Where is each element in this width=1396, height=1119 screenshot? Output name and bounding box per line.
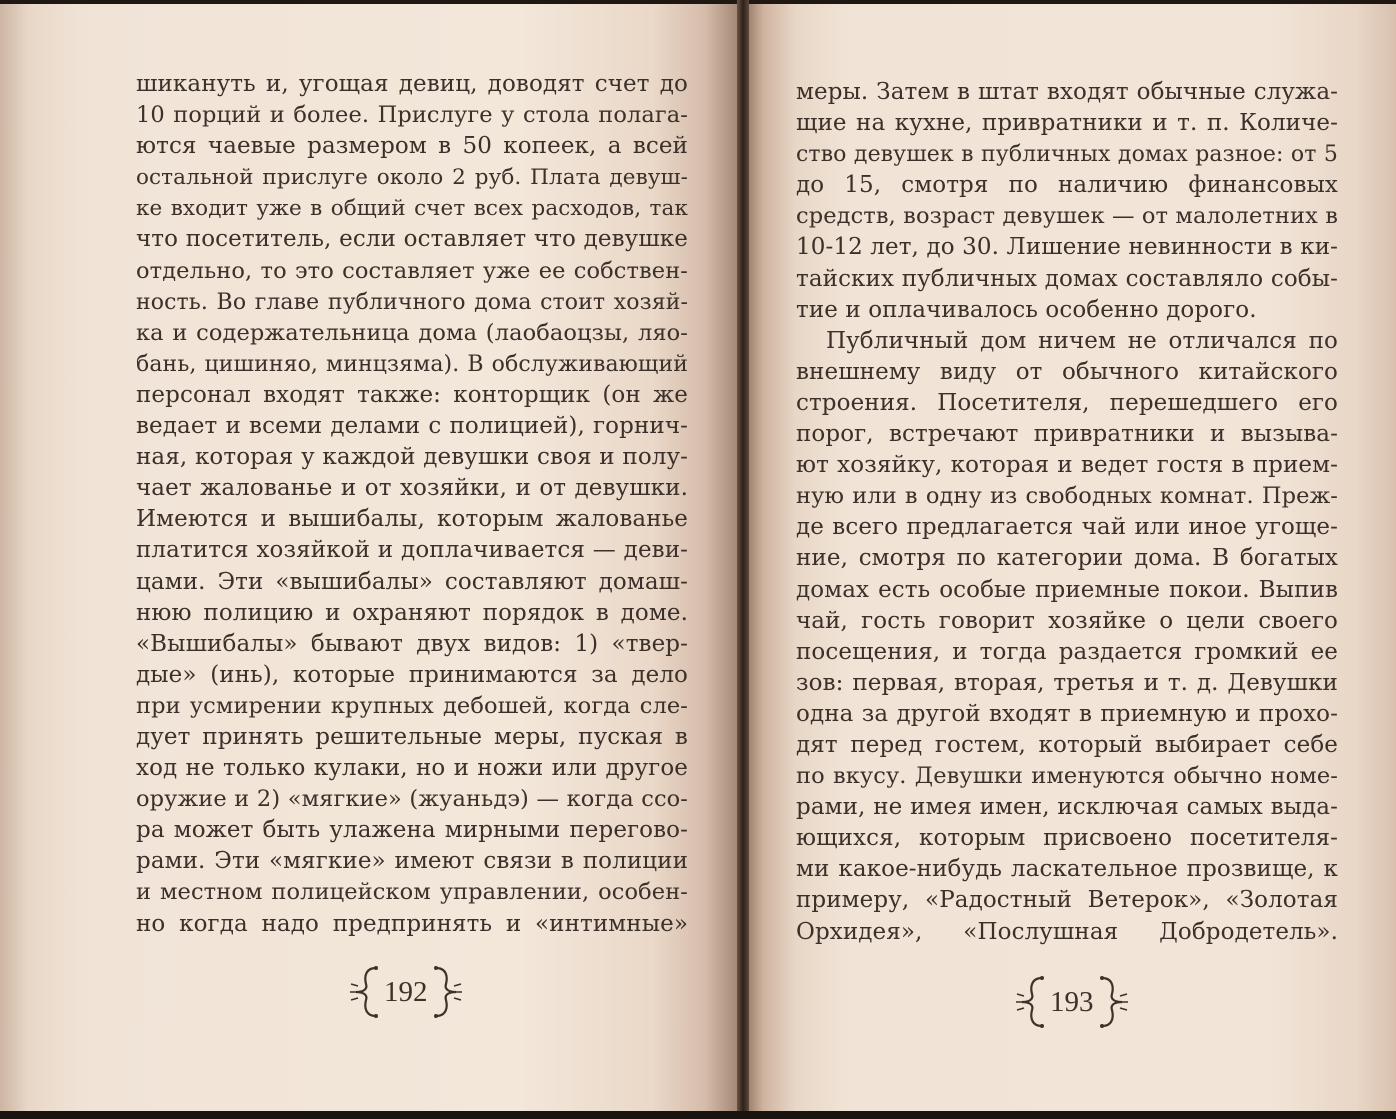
text-line: строения. Посетителя, перешедшего его (796, 389, 1338, 416)
text-line: ка и содержательница дома (лаобаоцзы, ляо- (136, 319, 688, 346)
text-line: дует принять решительные меры, пуская в (136, 723, 688, 750)
right-bracket-ornament-icon (430, 962, 464, 1022)
text-line: тайских публичных домах составляло собы- (796, 265, 1338, 292)
bottom-edge (0, 1111, 1396, 1119)
text-line: цами. Эти «вышибалы» составляют домаш- (136, 568, 688, 595)
text-line: персонал входят также: конторщик (он же (136, 381, 688, 408)
left-bracket-ornament-icon (1014, 972, 1048, 1032)
text-line: дые» (инь), которые принимаются за дело (136, 661, 688, 688)
text-line: домах есть особые приемные покои. Выпив (796, 576, 1338, 603)
text-line: отдельно, то это составляет уже ее собствен- (136, 257, 688, 284)
book-gutter (737, 0, 749, 1119)
right-page (744, 4, 1396, 1112)
text-line: шикануть и, угощая девиц, доводят счет до (136, 71, 688, 97)
text-line: рами, не имея имен, исключая самых выда- (796, 794, 1338, 821)
page-number-192: 192 (384, 975, 428, 1008)
text-line: зов: первая, вторая, третья и т. д. Девушки (796, 669, 1338, 696)
text-line: «Вышибалы» бывают двух видов: 1) «твер- (136, 630, 688, 657)
page-number-left (348, 962, 464, 1022)
text-line: чает жалованье и от хозяйки, и от девушки. (136, 475, 688, 502)
text-line: меры. Затем в штат входят обычные служа- (796, 79, 1338, 105)
text-line: нюю полицию и охраняют порядок в доме. (136, 599, 688, 626)
text-line: 10 порций и более. Прислуге у стола полага- (136, 102, 688, 129)
text-line: ние, смотря по категории дома. В богатых (796, 545, 1338, 572)
text-line: средств, возраст девушек — от малолетних в (796, 203, 1338, 230)
text-line: ющихся, которым присвоено посетителя- (796, 825, 1338, 852)
text-line: порог, встречают привратники и вызыва- (796, 421, 1338, 448)
right-page-text (796, 77, 1338, 948)
text-line: при усмирении крупных дебошей, когда сле- (136, 692, 688, 719)
text-line: бань, цишиняо, минцзяма). В обслуживающий (136, 351, 688, 377)
text-line: посещения, и тогда раздается громкий ее (796, 638, 1338, 665)
text-line: примеру, «Радостный Ветерок», «Золотая (796, 887, 1338, 914)
text-line: 10-12 лет, до 30. Лишение невинности в ки- (796, 234, 1338, 261)
page-number-193: 193 (1050, 985, 1094, 1018)
text-line: что посетитель, если оставляет что девушке (136, 226, 688, 253)
text-line: Публичный дом ничем не отличался по (826, 327, 1338, 354)
text-line: тие и оплачивалось особенно дорого. (796, 296, 1257, 323)
left-page (0, 4, 742, 1112)
text-line: и местном полицейском управлении, особен- (136, 879, 688, 906)
text-line: ход не только кулаки, но и ножи или другое (136, 755, 688, 782)
text-line: щие на кухне, привратники и т. п. Количе- (796, 110, 1338, 137)
text-line: де всего предлагается чай или иное угоще- (796, 514, 1338, 541)
text-line: ность. Во главе публичного дома стоит хозяй- (136, 289, 688, 315)
right-bracket-ornament-icon (1096, 972, 1130, 1032)
text-line: внешнему виду от обычного китайского (796, 358, 1338, 385)
text-line: ются чаевые размером в 50 копеек, а всей (136, 133, 688, 160)
text-line: ство девушек в публичных домах разное: от 5 (796, 142, 1338, 168)
text-line: платится хозяйкой и доплачивается — деви- (136, 537, 688, 564)
text-line: ра может быть улажена мирными перегово- (136, 817, 688, 844)
text-line: дят перед гостем, который выбирает себе (796, 731, 1338, 758)
text-line: оружие и 2) «мягкие» (жуаньдэ) — когда ссо- (136, 786, 688, 813)
page-number-right (1014, 972, 1130, 1032)
text-line: ми какое-нибудь ласкательное прозвище, к (796, 856, 1338, 883)
left-page-text (136, 69, 688, 940)
text-line: но когда надо предпринять и «интимные» (136, 910, 688, 937)
text-line: до 15, смотря по наличию финансовых (796, 172, 1338, 199)
text-line: ют хозяйку, которая и ведет гостя в прием- (796, 452, 1338, 479)
text-line: Имеются и вышибалы, которым жалованье (136, 506, 688, 533)
text-line: ную или в одну из свободных комнат. Преж- (796, 483, 1338, 510)
left-bracket-ornament-icon (348, 962, 382, 1022)
text-line: ведает и всеми делами с полицией), горнич- (136, 413, 688, 440)
text-line: одна за другой входят в приемную и прохо- (796, 700, 1338, 727)
text-line: Орхидея», «Послушная Добродетель». (796, 918, 1338, 945)
text-line: ке входит уже в общий счет всех расходов, так (136, 196, 688, 222)
text-line: ная, которая у каждой девушки своя и полу- (136, 444, 688, 471)
text-line: рами. Эти «мягкие» имеют связи в полиции (136, 848, 688, 875)
text-line: остальной прислуге около 2 руб. Плата девуш- (136, 165, 688, 191)
text-line: по вкусу. Девушки именуются обычно номе- (796, 763, 1338, 790)
text-line: чай, гость говорит хозяйке о цели своего (796, 607, 1338, 634)
